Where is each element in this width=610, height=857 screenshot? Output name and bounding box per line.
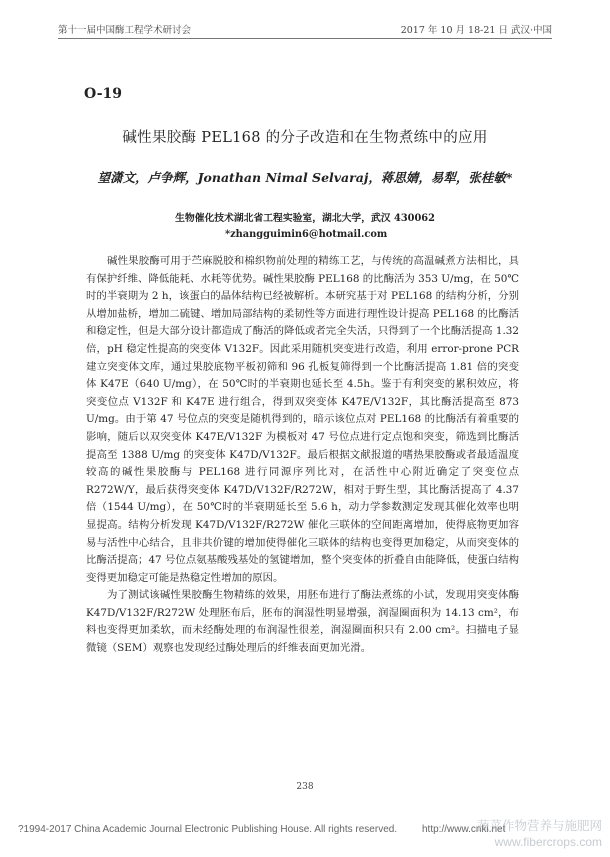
paper-title: 碱性果胶酶 PEL168 的分子改造和在生物煮练中的应用 [122, 130, 488, 146]
abstract-paragraph: 碱性果胶酶可用于苎麻脱胶和棉织物前处理的精练工艺，与传统的高温碱煮方法相比，具有保护纤维、降低能耗、水耗等优势。碱性果胶酶 PEL168 的比酶活为 353 U/mg，在 50℃时的半衰期为 2 h，该蛋白的晶体结构已经被解析。本研究基于对 PEL168 的结构分析，分别从增加盐桥，增加二硫键、增加局部结构的柔韧性等方面进行理性设计提高 PEL168 的比酶活和稳定性，但是大部分设计都造成了酶活的降低或者完全失活，只得到了一个比酶活提高 1.32 倍，pH 稳定性提高的突变体 V132F。因此采用随机突变进行改造，利用 error-prone PCR 建立突变体文库，通过果胶底物平板初筛和 96 孔板复筛得到一个比酶活提高 1.81 倍的突变体 K47E（640 U/mg），在 50℃时的半衰期也延长至 4.5h。鉴于有利突变的累积效应，将突变位点 V132F 和 K47E 进行组合，得到双突变体 K47E/V132F，其比酶活提高至 873 U/mg。由于第 47 号位点的突变是随机得到的，暗示该位点对 PEL168 的比酶活有着重要的影响，随后以双突变体 K47E/V132F 为模板对 47 号位点进行定点饱和突变，筛选到比酶活提高至 1388 U/mg 的突变体 K47D/V132F。最后根据文献报道的嗜热果胶酶或者最适温度较高的碱性果胶酶与 PEL168 进行同源序列比对，在活性中心附近确定了突变位点 R272W/Y，最后获得突变体 K47D/V132F/R272W，相对于野生型，其比酶活提高了 4.37 倍（1544 U/mg），在 50℃时的半衰期延长至 5.6 h，动力学参数测定发现其催化效率也明显提高。结构分析发现 K47D/V132F/R272W 催化三联体的空间距离增加，使得底物更加容易与活性中心结合，且非共价键的增加使得催化三联体的结构也变得更加稳定，从而突变体的比酶活提高；47 号位点氨基酸残基处的氢键增加，整个突变体的折叠自由能降低，使蛋白结构变得更加稳定可能是热稳定性增加的原因。 [86, 255, 519, 584]
abstract-paragraph: 为了测试该碱性果胶酶生物精练的效果，用胚布进行了酶法煮练的小试，发现用突变体酶 K47D/V132F/R272W 处理胚布后，胚布的润湿性明显增强，润湿圈面积为 14.13 cm²，布料也变得更加柔软，而未经酶处理的布润湿性很差，润湿圈面积只有 2.00 cm²。扫描电子显微镜（SEM）观察也发现经过酶处理后的纤维表面更加光滑。 [86, 589, 519, 655]
abstract-body [86, 253, 519, 658]
cnki-link[interactable]: http://www.cnki.net [422, 824, 506, 835]
watermark-url: www.fibercrops.com [494, 835, 602, 849]
page-number: 238 [296, 782, 314, 792]
watermark-name: 蔬菜作物营养与施肥网 [476, 819, 602, 833]
paper-code: O-19 [84, 86, 123, 102]
corresponding-email: *zhangguimin6@hotmail.com [225, 229, 388, 240]
running-header [58, 18, 552, 36]
conference-date-location: 2017 年 10 月 18-21 日 武汉·中国 [400, 25, 552, 36]
header-rule [58, 38, 552, 39]
site-watermark [477, 816, 602, 849]
affiliation: 生物催化技术湖北省工程实验室，湖北大学，武汉 430062 [175, 213, 435, 224]
author-list: 望潇文，卢争辉，Jonathan Nimal Selvaraj，蒋思婧，易犁，张桂敏* [97, 170, 513, 185]
conference-name: 第十一届中国酶工程学术研讨会 [58, 25, 192, 36]
copyright-text: ?1994-2017 China Academic Journal Electronic Publishing House. All rights reserved. [18, 824, 398, 835]
